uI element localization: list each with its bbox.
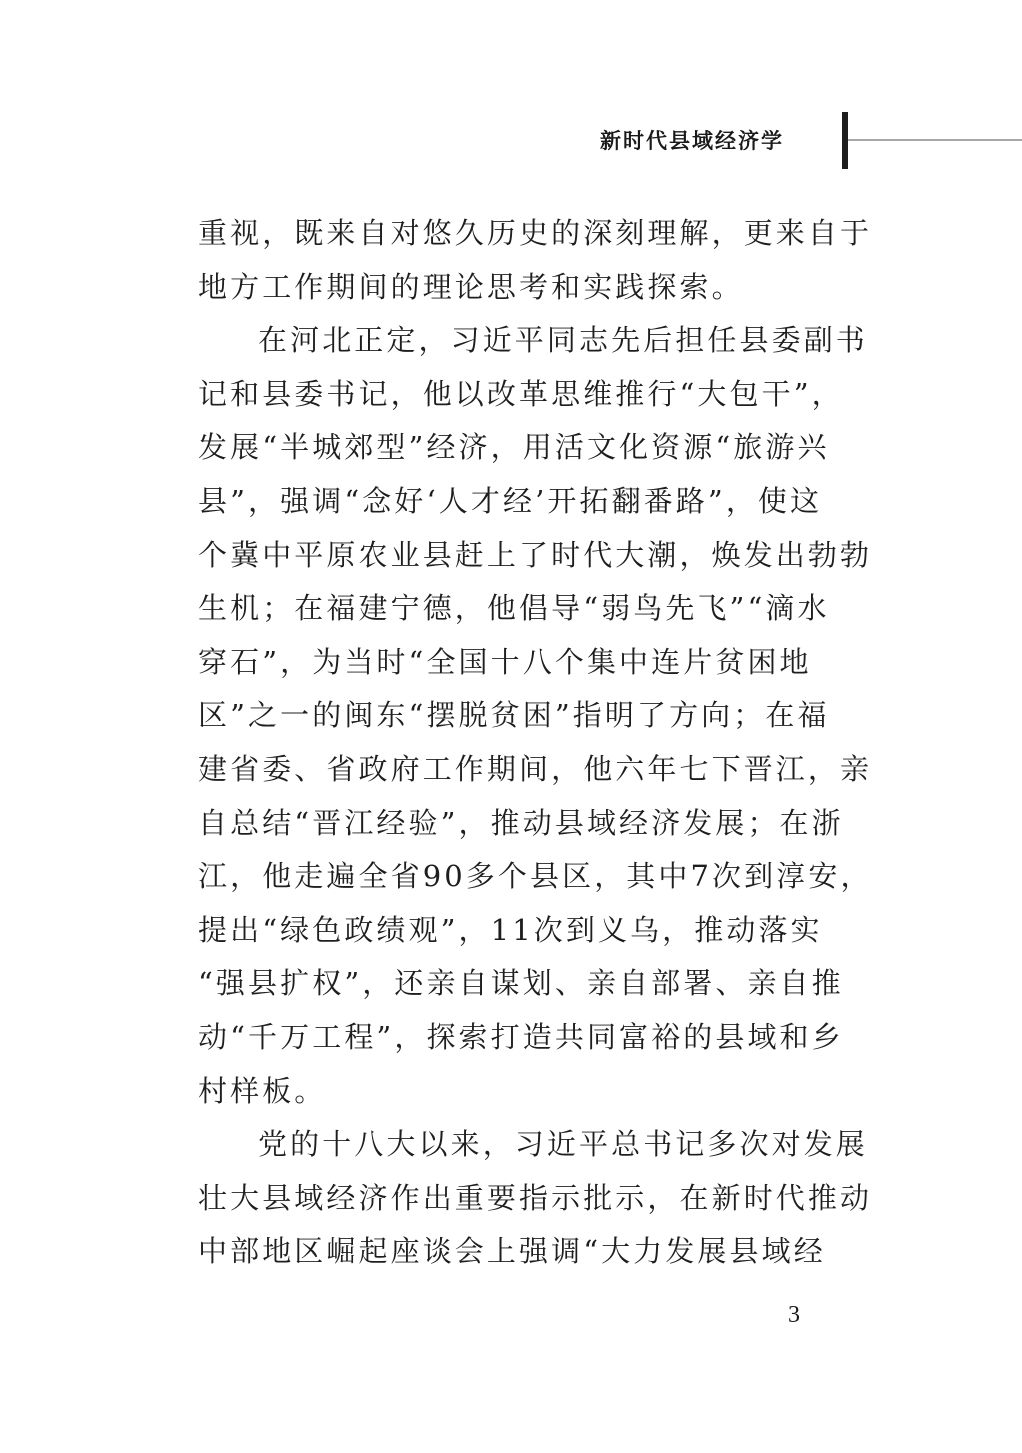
text-line: 在河北正定，习近平同志先后担任县委副书 <box>258 323 868 358</box>
text-line: 穿石”，为当时“全国十八个集中连片贫困地 <box>198 644 812 679</box>
text-line: 区”之一的闽东“摆脱贫困”指明了方向；在福 <box>198 698 830 733</box>
text-line: 重视，既来自对悠久历史的深刻理解，更来自于 <box>198 216 873 250</box>
text-line: 中部地区崛起座谈会上强调“大力发展县域经 <box>198 1234 826 1269</box>
running-header <box>0 0 1022 200</box>
text-line: 自总结“晋江经验”，推动县域经济发展；在浙 <box>198 805 844 840</box>
text-line: 动“千万工程”，探索打造共同富裕的县域和乡 <box>198 1019 844 1054</box>
text-line: 村样板。 <box>198 1073 327 1108</box>
text-line: 江，他走遍全省90多个县区，其中7次到淳安， <box>198 859 873 894</box>
book-title: 新时代县域经济学 <box>600 129 784 153</box>
page-number: 3 <box>788 1302 800 1328</box>
paragraph-3 <box>198 1118 873 1279</box>
text-line: 地方工作期间的理论思考和实践探索。 <box>198 269 744 304</box>
text-line: 建省委、省政府工作期间，他六年七下晋江，亲 <box>198 751 873 786</box>
text-line: 县”，强调“念好‘人才经’开拓翻番路”，使这 <box>198 483 823 518</box>
text-line: 提出“绿色政绩观”，11次到义乌，推动落实 <box>198 912 823 947</box>
text-line: 壮大县域经济作出重要指示批示，在新时代推动 <box>198 1180 873 1215</box>
text-line: 个冀中平原农业县赶上了时代大潮，焕发出勃勃 <box>198 537 873 572</box>
text-line: 生机；在福建宁德，他倡导“弱鸟先飞”“滴水 <box>198 591 830 626</box>
text-line: 党的十八大以来，习近平总书记多次对发展 <box>258 1127 868 1162</box>
body-text <box>198 207 873 1279</box>
text-line: “强县扩权”，还亲自谋划、亲自部署、亲自推 <box>198 966 844 1001</box>
paragraph-2 <box>198 314 873 1118</box>
text-line: 发展“半城郊型”经济，用活文化资源“旅游兴 <box>198 430 830 465</box>
header-rule-line <box>848 139 1022 141</box>
text-line: 记和县委书记，他以改革思维推行“大包干”， <box>198 376 844 411</box>
paragraph-1 <box>198 207 873 314</box>
